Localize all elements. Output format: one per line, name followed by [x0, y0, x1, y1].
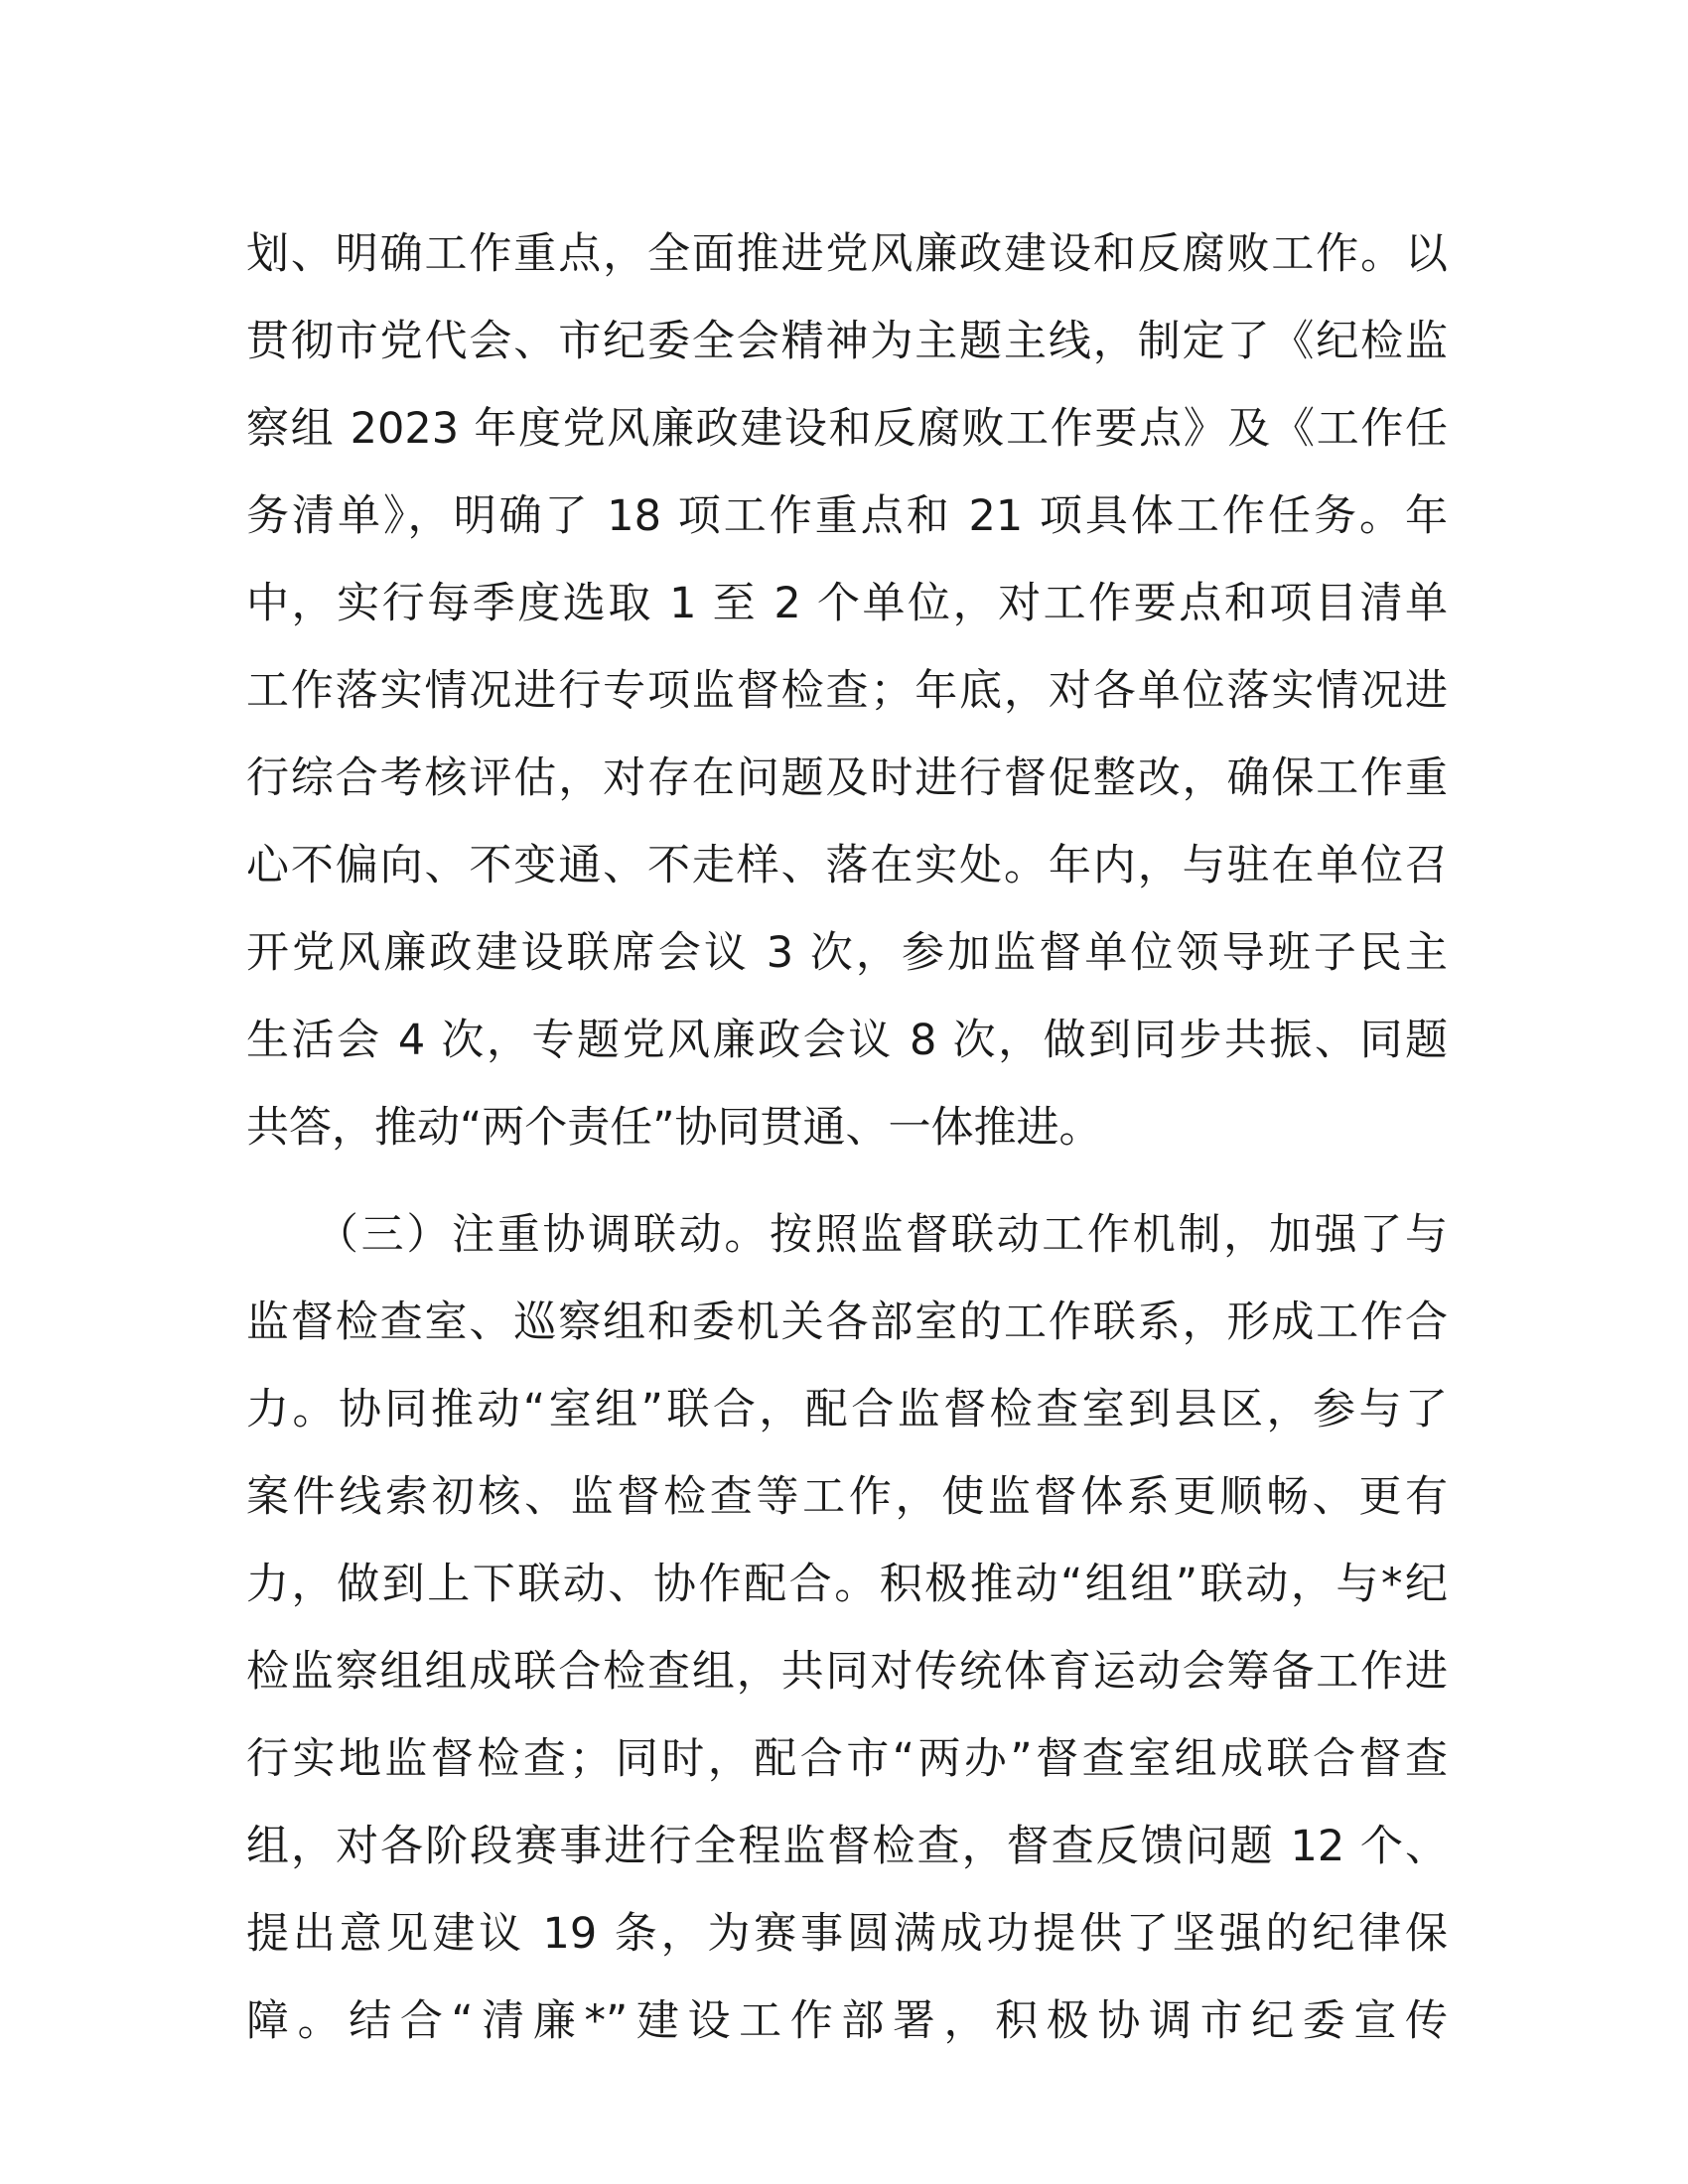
text-line: 察组 2023 年度党风廉政建设和反腐败工作要点》及《工作任 [246, 404, 1448, 454]
text-line: 行综合考核评估，对存在问题及时进行督促整改，确保工作重 [246, 753, 1448, 803]
document-body [246, 210, 1448, 2065]
text-line: 案件线索初核、监督检查等工作，使监督体系更顺畅、更有 [246, 1472, 1448, 1522]
section-heading-line: （三）注重协调联动。按照监督联动工作机制，加强了与 [246, 1210, 1448, 1260]
paragraph-spacing [246, 1171, 1448, 1191]
text-line: 开党风廉政建设联席会议 3 次，参加监督单位领导班子民主 [246, 928, 1448, 978]
text-line: 力。协同推动“室组”联合，配合监督检查室到县区，参与了 [246, 1385, 1448, 1434]
text-line: 心不偏向、不变通、不走样、落在实处。年内，与驻在单位召 [246, 841, 1448, 890]
text-line: 务清单》，明确了 18 项工作重点和 21 项具体工作任务。年 [246, 491, 1448, 541]
text-line: 行实地监督检查；同时，配合市“两办”督查室组成联合督查 [246, 1734, 1448, 1784]
paragraph-party-conduct-work [246, 210, 1448, 1171]
text-line: 检监察组组成联合检查组，共同对传统体育运动会筹备工作进 [246, 1647, 1448, 1697]
text-line: 贯彻市党代会、市纪委全会精神为主题主线，制定了《纪检监 [246, 317, 1448, 366]
text-line: 工作落实情况进行专项监督检查；年底，对各单位落实情况进 [246, 666, 1448, 716]
paragraph-coordination-linkage [246, 1191, 1448, 2065]
text-line: 生活会 4 次，专题党风廉政会议 8 次，做到同步共振、同题 [246, 1016, 1448, 1065]
text-line: 力，做到上下联动、协作配合。积极推动“组组”联动，与*纪 [246, 1560, 1448, 1609]
text-line: 划、明确工作重点，全面推进党风廉政建设和反腐败工作。以 [246, 229, 1448, 279]
text-line: 监督检查室、巡察组和委机关各部室的工作联系，形成工作合 [246, 1297, 1448, 1347]
text-line: 中，实行每季度选取 1 至 2 个单位，对工作要点和项目清单 [246, 579, 1448, 628]
text-line: 障。结合“清廉*”建设工作部署，积极协调市纪委宣传 [246, 1996, 1448, 2046]
text-line: 提出意见建议 19 条，为赛事圆满成功提供了坚强的纪律保 [246, 1909, 1448, 1959]
text-line: 组，对各阶段赛事进行全程监督检查，督查反馈问题 12 个、 [246, 1822, 1448, 1871]
text-line: 共答，推动“两个责任”协同贯通、一体推进。 [246, 1103, 1102, 1153]
